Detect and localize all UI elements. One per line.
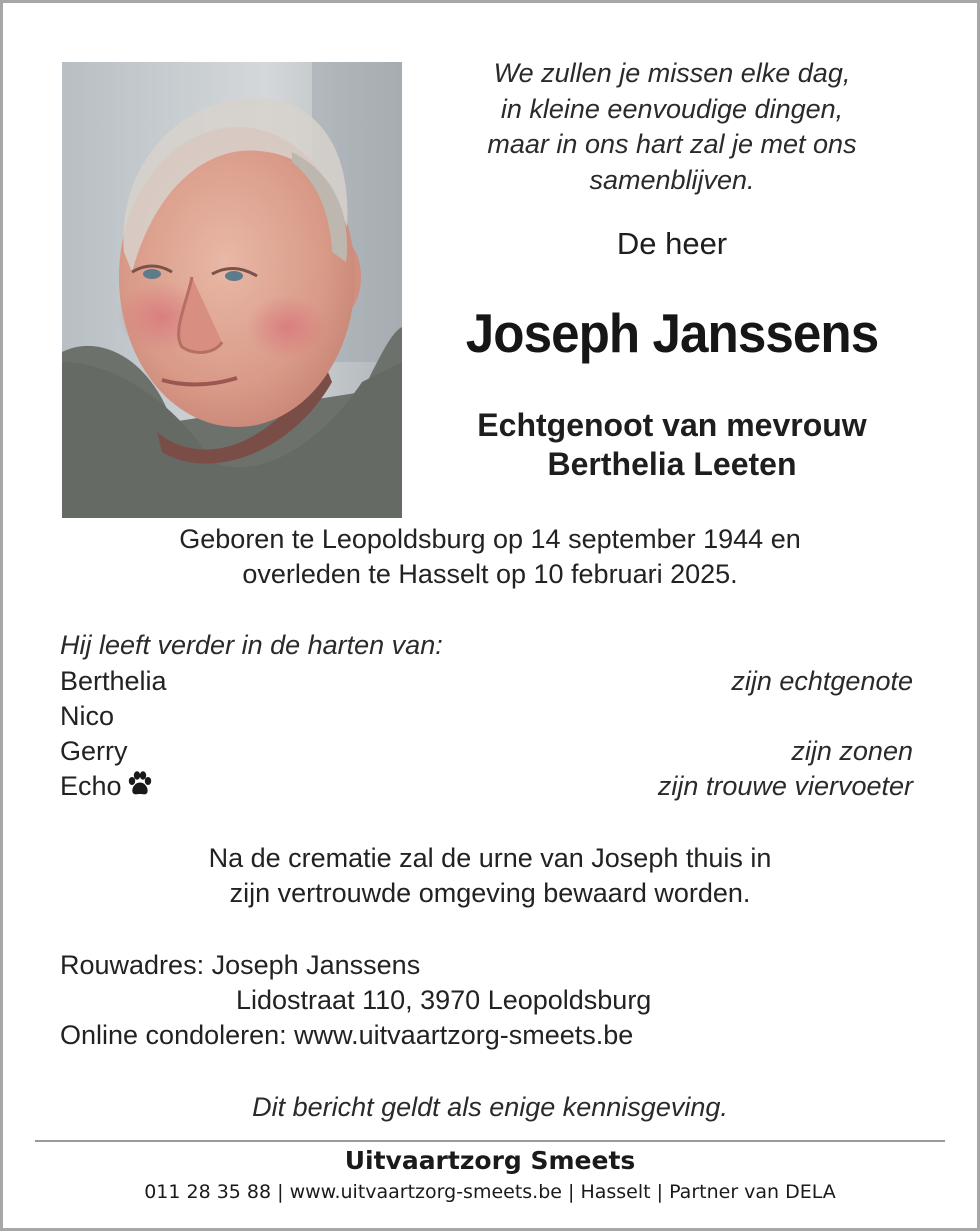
survivor-relation: zijn trouwe viervoeter [657,771,913,801]
online-condolence-line: Online condoleren: www.uitvaartzorg-smeets.be [60,1020,634,1050]
survivors-list [60,664,913,804]
mourning-address-street: Lidostraat 110, 3970 Leopoldsburg [236,985,652,1015]
cremation-note [40,841,940,911]
spouse-line-2: Berthelia Leeten [547,446,797,482]
cremation-line-1: Na de crematie zal de urne van Joseph thuis in [208,843,772,873]
poem-line: in kleine eenvoudige dingen, [500,93,844,124]
paw-print-icon [126,770,154,798]
survivor-row [60,769,913,804]
survivor-row [60,664,913,699]
funeral-home-name: Uitvaartzorg Smeets [344,1146,636,1175]
sole-notice: Dit bericht geldt als enige kennisgeving. [252,1092,728,1122]
survivor-row [60,699,913,734]
survivors-intro: Hij leeft verder in de harten van: [60,630,443,660]
survivor-name: Berthelia [60,666,167,696]
honorific-title: De heer [616,226,728,261]
footer-divider [35,1140,945,1142]
spouse-block [430,406,914,484]
birth-line: Geboren te Leopoldsburg op 14 september 1944 en [179,524,801,554]
survivor-relation: zijn echtgenote [731,666,913,696]
survivor-name-with-icon [60,769,154,804]
survivor-name: Gerry [60,736,128,766]
survivor-row [60,734,913,769]
poem-line: samenblijven. [589,164,755,195]
spouse-line-1: Echtgenoot van mevrouw [477,407,867,443]
portrait-photo [62,62,402,518]
mourning-address-block [60,948,651,1053]
birth-death-block [40,522,940,592]
poem-line: maar in ons hart zal je met ons [487,129,857,159]
survivor-name: Echo [60,771,122,801]
survivor-name: Nico [60,701,115,731]
deceased-name: Joseph Janssens [465,302,879,364]
survivor-relation: zijn zonen [791,736,913,766]
poem-line: We zullen je missen elke dag, [493,58,851,88]
mourning-address-label: Rouwadres: Joseph Janssens [60,950,421,980]
funeral-home-contact: 011 28 35 88 | www.uitvaartzorg-smeets.be | Hasselt | Partner van DELA [144,1181,836,1203]
cremation-line-2: zijn vertrouwde omgeving bewaard worden. [229,878,751,908]
death-line: overleden te Hasselt op 10 februari 2025. [242,559,738,589]
memorial-poem [430,56,914,198]
